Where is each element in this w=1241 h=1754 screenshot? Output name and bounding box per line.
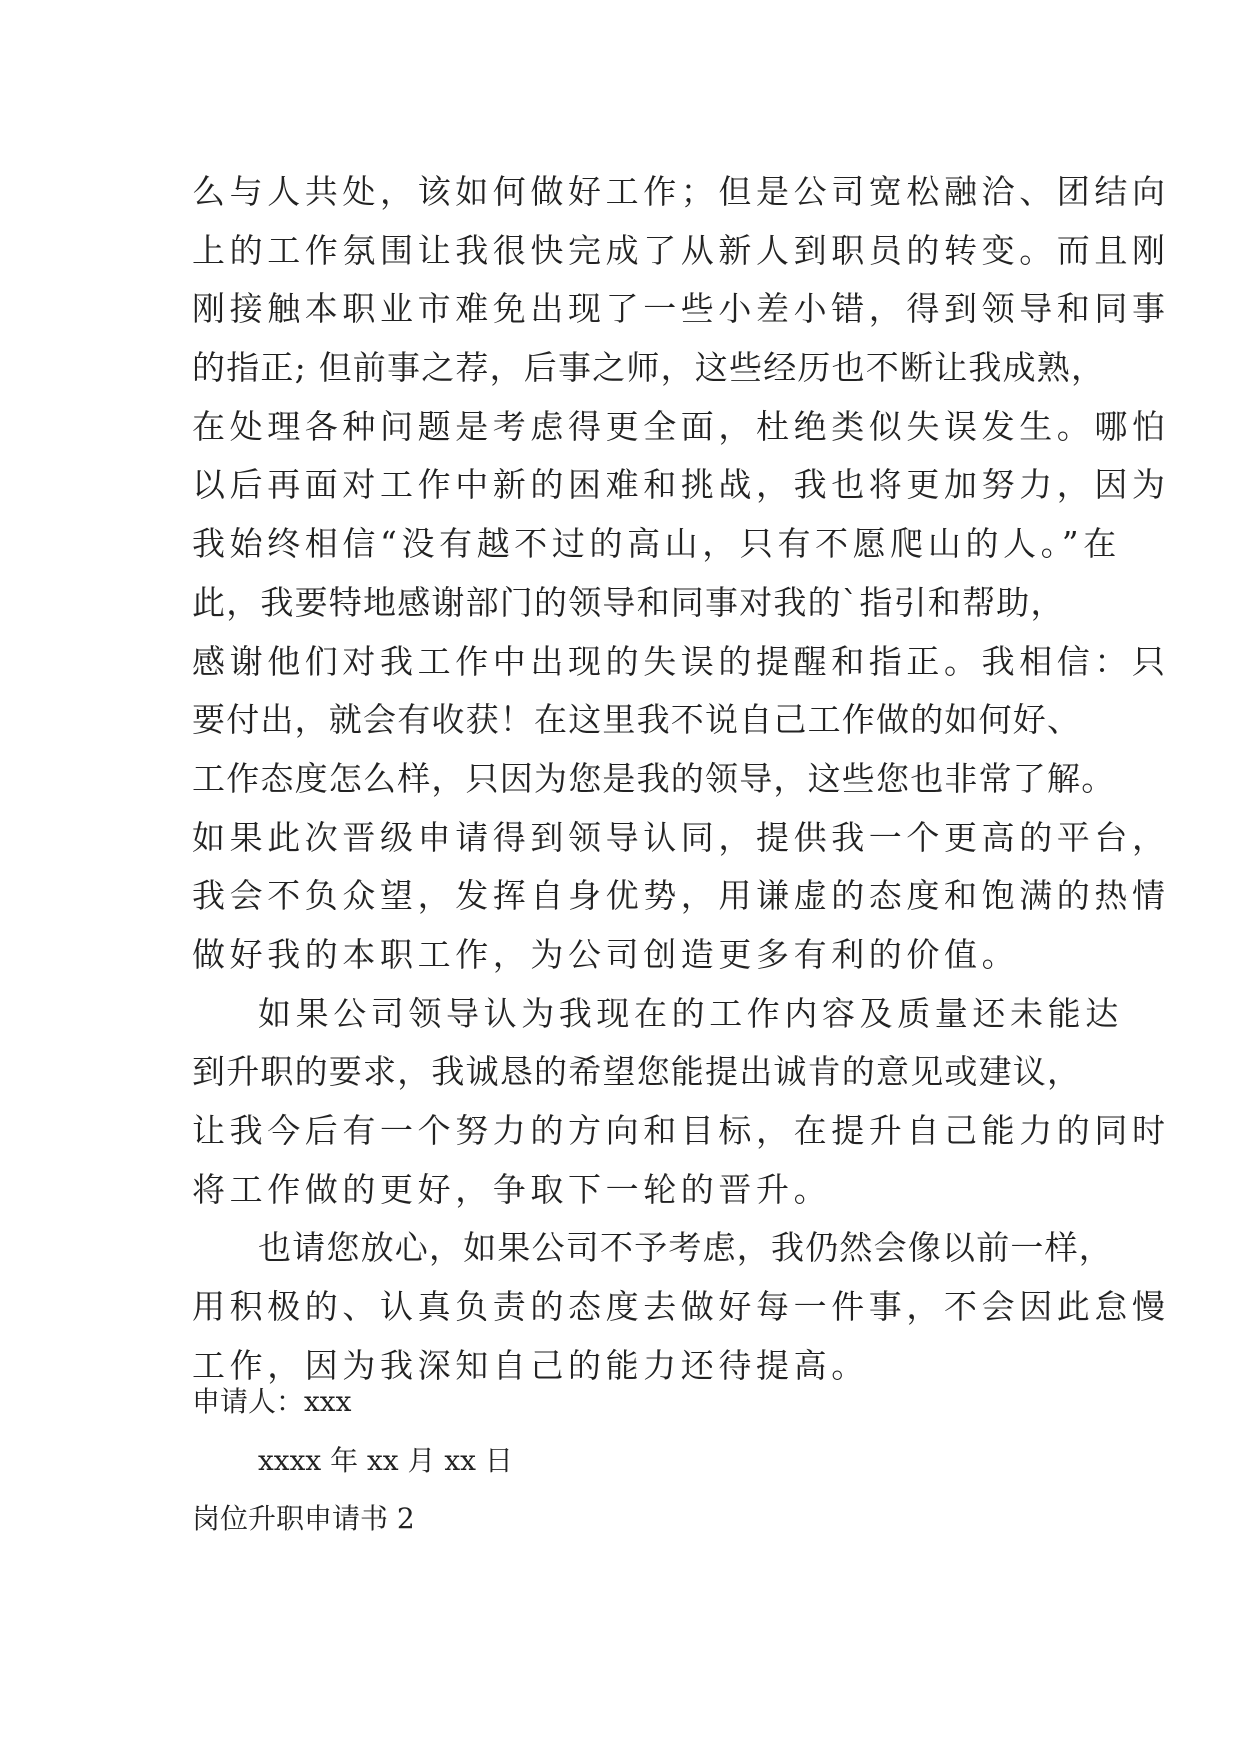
body-line: 用积极的、认真负责的态度去做好每一件事，不会因此怠慢 bbox=[192, 1287, 1170, 1327]
body-line: 到升职的要求，我诚恳的希望您能提出诚肯的意见或建议， bbox=[192, 1052, 1082, 1092]
body-line: 我始终相信“没有越不过的高山，只有不愿爬山的人。”在 bbox=[192, 524, 1121, 564]
body-line: 如果此次晋级申请得到领导认同，提供我一个更高的平台， bbox=[192, 817, 1170, 857]
body-line: 让我今后有一个努力的方向和目标，在提升自己能力的同时 bbox=[192, 1111, 1170, 1150]
body-line: 工作，因为我深知自己的能力还待提高。 bbox=[192, 1345, 869, 1385]
body-line: 么与人共处，该如何做好工作；但是公司宽松融洽、团结向 bbox=[192, 172, 1170, 211]
body-line: 刚接触本职业市难免出现了一些小差小错，得到领导和同事 bbox=[192, 289, 1170, 329]
body-line: 将工作做的更好，争取下一轮的晋升。 bbox=[192, 1169, 832, 1209]
applicant-line: 申请人：xxx bbox=[192, 1385, 352, 1418]
date-line: xxxx 年 xx 月 xx 日 bbox=[258, 1444, 513, 1477]
body-line: 上的工作氛围让我很快完成了从新人到职员的转变。而且刚 bbox=[192, 230, 1170, 270]
body-line: 此，我要特地感谢部门的领导和同事对我的`指引和帮助， bbox=[192, 582, 1065, 622]
body-line: 做好我的本职工作，为公司创造更多有利的价值。 bbox=[192, 934, 1020, 974]
body-line: 工作态度怎么样，只因为您是我的领导，这些您也非常了解。 bbox=[192, 758, 1116, 798]
next-section-title: 岗位升职申请书 2 bbox=[192, 1502, 415, 1535]
body-line: 要付出，就会有收获！在这里我不说自己工作做的如何好、 bbox=[192, 700, 1082, 740]
body-line: 我会不负众望，发挥自身优势，用谦虚的态度和饱满的热情 bbox=[192, 876, 1170, 916]
letter-body bbox=[192, 163, 1170, 1395]
body-line: 在处理各种问题是考虑得更全面，杜绝类似失误发生。哪怕 bbox=[192, 406, 1170, 446]
body-line: 的指正; 但前事之荐，后事之师，这些经历也不断让我成熟， bbox=[192, 348, 1106, 388]
body-line: 以后再面对工作中新的困难和挑战，我也将更加努力，因为 bbox=[192, 465, 1170, 505]
body-line: 也请您放心，如果公司不予考虑，我仍然会像以前一样， bbox=[258, 1228, 1113, 1268]
body-line: 如果公司领导认为我现在的工作内容及质量还未能达 bbox=[258, 993, 1123, 1033]
body-line: 感谢他们对我工作中出现的失误的提醒和指正。我相信：只 bbox=[192, 641, 1170, 681]
